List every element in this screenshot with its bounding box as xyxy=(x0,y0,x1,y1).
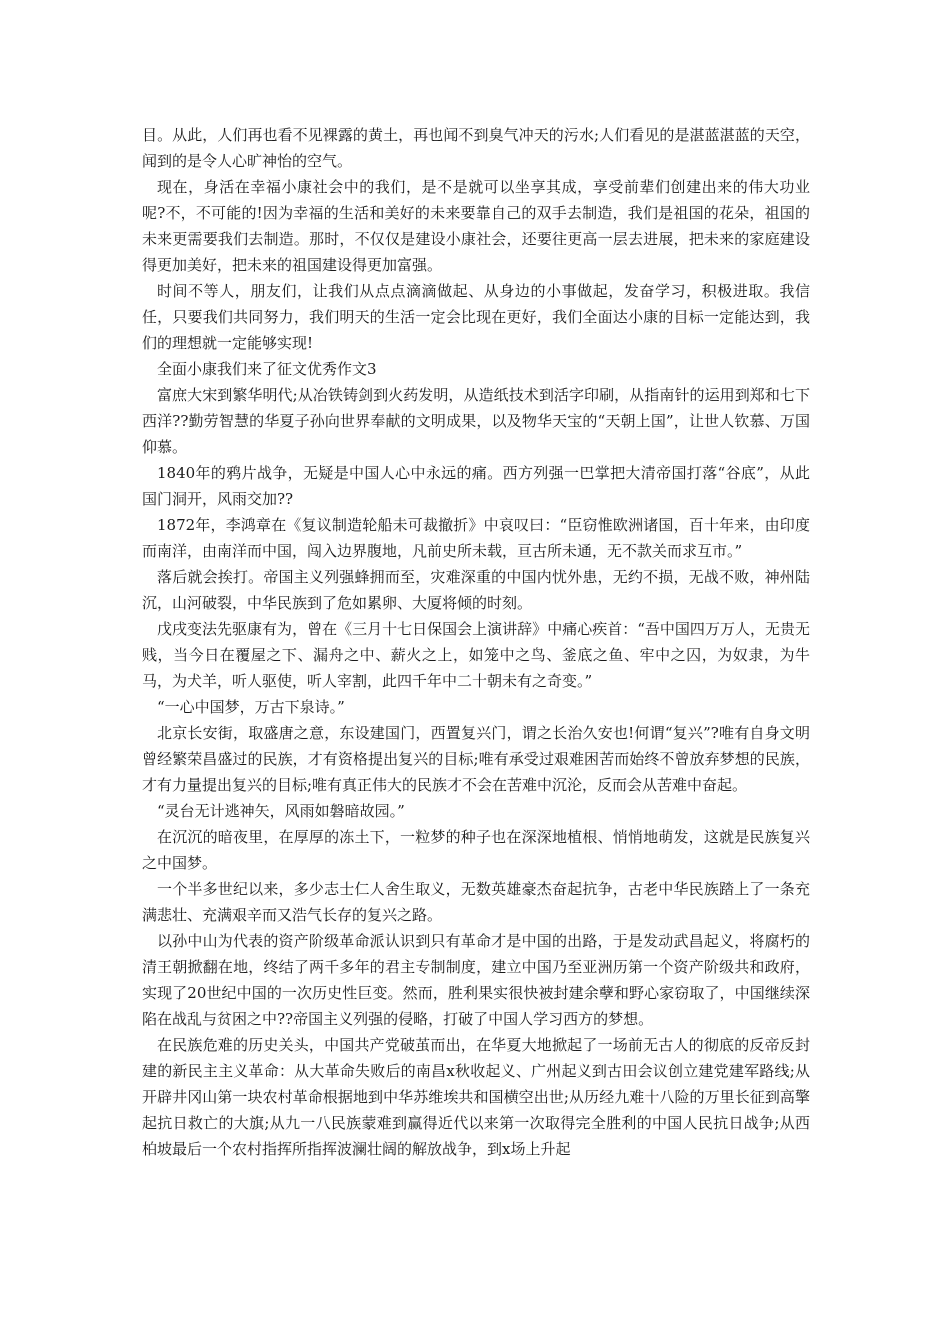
quote-line: “一心中国梦，万古下泉诗。” xyxy=(157,698,345,716)
paragraph: 落后就会挨打。帝国主义列强蜂拥而至，灾难深重的中国内忧外患，无约不损，无战不败，神州陆沉，山河破裂，中华民族到了危如累卵、大厦将倾的时刻。 xyxy=(142,568,810,612)
paragraph: 在民族危难的历史关头，中国共产党破茧而出，在华夏大地掀起了一场前无古人的彻底的反帝反封建的新民主主义革命：从大革命失败后的南昌x秋收起义、广州起义到古田会议创立建党建军路线;从开辟井冈山第一块农村革命根据地到中华苏维埃共和国横空出世;从历经九难十八险的万里长征到高擎起抗日救亡的大旗;从九一八民族蒙难到赢得近代以来第一次取得完全胜利的中国人民抗日战争;从西柏坡最后一个农村指挥所指挥波澜壮阔的解放战争，到x场上升起 xyxy=(142,1036,810,1158)
paragraph: 北京长安街，取盛唐之意，东设建国门，西置复兴门，谓之长治久安也!何谓“复兴”?唯有自身文明曾经繁荣昌盛过的民族，才有资格提出复兴的目标;唯有承受过艰难困苦而始终不曾放弃梦想的民族，才有力量提出复兴的目标;唯有真正伟大的民族才不会在苦难中沉沦，反而会从苦难中奋起。 xyxy=(142,724,810,794)
paragraph: 一个半多世纪以来，多少志士仁人舍生取义，无数英雄豪杰奋起抗争，古老中华民族踏上了一条充满悲壮、充满艰辛而又浩气长存的复兴之路。 xyxy=(142,880,810,924)
document-body xyxy=(142,122,810,1162)
paragraph: 富庶大宋到繁华明代;从冶铁铸剑到火药发明，从造纸技术到活字印刷，从指南针的运用到郑和七下西洋??勤劳智慧的华夏子孙向世界奉献的文明成果，以及物华天宝的“天朝上国”，让世人钦慕、万国仰慕。 xyxy=(142,386,810,456)
paragraph: 1840年的鸦片战争，无疑是中国人心中永远的痛。西方列强一巴掌把大清帝国打落“谷底”，从此国门洞开，风雨交加?? xyxy=(142,464,810,508)
paragraph: 在沉沉的暗夜里，在厚厚的冻土下，一粒梦的种子也在深深地植根、悄悄地萌发，这就是民族复兴之中国梦。 xyxy=(142,828,810,872)
paragraph: 1872年，李鸿章在《复议制造轮船未可裁撤折》中哀叹曰：“臣窃惟欧洲诸国，百十年来，由印度而南洋，由南洋而中国，闯入边界腹地，凡前史所未载，亘古所未通，无不款关而求互市。” xyxy=(142,516,810,560)
paragraph: 时间不等人，朋友们，让我们从点点滴滴做起、从身边的小事做起，发奋学习，积极进取。我信任，只要我们共同努力，我们明天的生活一定会比现在更好，我们全面达小康的目标一定能达到，我们的理想就一定能够实现! xyxy=(142,282,810,352)
section-heading: 全面小康我们来了征文优秀作文3 xyxy=(157,360,377,378)
paragraph: 戊戌变法先驱康有为，曾在《三月十七日保国会上演讲辞》中痛心疾首：“吾中国四万万人，无贵无贱，当今日在覆屋之下、漏舟之中、薪火之上，如笼中之鸟、釜底之鱼、牢中之囚，为奴隶，为牛马，为犬羊，听人驱使，听人宰割，此四千年中二十朝未有之奇变。” xyxy=(142,620,810,690)
paragraph: 目。从此，人们再也看不见裸露的黄土，再也闻不到臭气冲天的污水;人们看见的是湛蓝湛蓝的天空，闻到的是令人心旷神怡的空气。 xyxy=(142,126,810,170)
quote-line: “灵台无计逃神矢，风雨如磐暗故园。” xyxy=(157,802,405,820)
paragraph: 以孙中山为代表的资产阶级革命派认识到只有革命才是中国的出路，于是发动武昌起义，将腐朽的清王朝掀翻在地，终结了两千多年的君主专制制度，建立中国乃至亚洲历第一个资产阶级共和政府，实现了20世纪中国的一次历史性巨变。然而，胜利果实很快被封建余孽和野心家窃取了，中国继续深陷在战乱与贫困之中??帝国主义列强的侵略，打破了中国人学习西方的梦想。 xyxy=(142,932,810,1028)
paragraph: 现在，身活在幸福小康社会中的我们，是不是就可以坐享其成，享受前辈们创建出来的伟大功业呢?不，不可能的!因为幸福的生活和美好的未来要靠自己的双手去制造，我们是祖国的花朵，祖国的未来更需要我们去制造。那时，不仅仅是建设小康社会，还要往更高一层去进展，把未来的家庭建设得更加美好，把未来的祖国建设得更加富强。 xyxy=(142,178,810,274)
